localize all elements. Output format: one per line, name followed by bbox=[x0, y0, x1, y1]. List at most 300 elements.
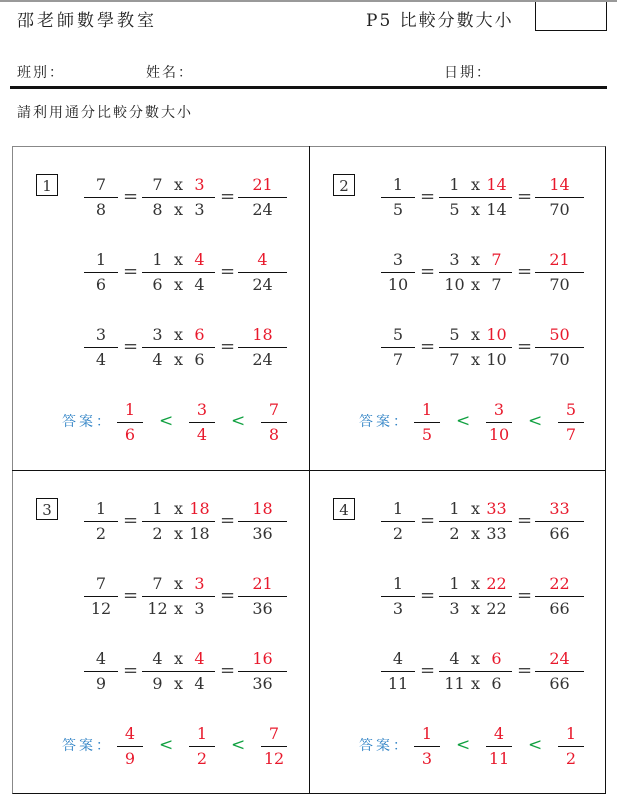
equals-sign: = bbox=[517, 660, 533, 681]
original-fraction bbox=[84, 648, 118, 695]
multiplier: 3 bbox=[194, 574, 205, 593]
numerator: 1 bbox=[196, 724, 208, 743]
denominator: 6 bbox=[152, 275, 163, 294]
denominator: 4 bbox=[152, 350, 163, 369]
denominator-product bbox=[439, 274, 512, 296]
result-denominator: 36 bbox=[252, 524, 273, 543]
times-sign: x bbox=[173, 200, 184, 219]
times-sign: x bbox=[173, 599, 184, 618]
multiplier: 3 bbox=[194, 200, 205, 219]
equals-sign: = bbox=[517, 261, 533, 282]
multiplier: 3 bbox=[194, 599, 205, 618]
fraction-bar bbox=[142, 197, 215, 198]
denominator: 9 bbox=[124, 749, 136, 768]
denominator-product bbox=[439, 199, 512, 221]
denominator-product bbox=[142, 673, 215, 695]
header-divider bbox=[10, 86, 607, 89]
equals-sign: = bbox=[220, 585, 236, 606]
fraction-bar bbox=[238, 197, 287, 198]
numerator: 4 bbox=[152, 649, 163, 668]
multiplier: 6 bbox=[491, 674, 502, 693]
fraction-bar bbox=[558, 746, 584, 747]
denominator: 10 bbox=[488, 425, 510, 444]
problem-2 bbox=[309, 146, 606, 470]
result-fraction bbox=[535, 648, 584, 695]
fraction-bar bbox=[558, 422, 584, 423]
multiplier: 4 bbox=[194, 250, 205, 269]
numerator-product bbox=[439, 573, 512, 595]
result-fraction bbox=[238, 498, 287, 545]
times-sign: x bbox=[470, 325, 481, 344]
fraction bbox=[189, 399, 215, 446]
result-fraction bbox=[535, 324, 584, 371]
times-sign: x bbox=[470, 649, 481, 668]
result-fraction bbox=[238, 324, 287, 371]
fraction-bar bbox=[84, 197, 118, 198]
fraction-bar bbox=[535, 272, 584, 273]
multiplication-fraction bbox=[439, 648, 512, 695]
times-sign: x bbox=[173, 524, 184, 543]
fraction-bar bbox=[84, 347, 118, 348]
numerator: 3 bbox=[196, 400, 208, 419]
denominator: 3 bbox=[421, 749, 433, 768]
times-sign: x bbox=[173, 674, 184, 693]
fraction-bar bbox=[261, 746, 287, 747]
numerator: 1 bbox=[392, 499, 404, 518]
equals-sign: = bbox=[220, 510, 236, 531]
fraction-bar bbox=[238, 272, 287, 273]
problem-1 bbox=[12, 146, 309, 470]
multiplication-fraction bbox=[439, 498, 512, 545]
numerator-product bbox=[142, 573, 215, 595]
conversion-row bbox=[12, 249, 309, 293]
denominator: 12 bbox=[263, 749, 285, 768]
numerator-product bbox=[439, 648, 512, 670]
fraction-bar bbox=[142, 596, 215, 597]
multiplier: 6 bbox=[194, 325, 205, 344]
denominator: 2 bbox=[449, 524, 460, 543]
multiplier: 18 bbox=[189, 499, 210, 518]
numerator: 3 bbox=[493, 400, 505, 419]
numerator-product bbox=[142, 324, 215, 346]
denominator: 8 bbox=[152, 200, 163, 219]
fraction-bar bbox=[439, 347, 512, 348]
times-sign: x bbox=[470, 574, 481, 593]
equals-sign: = bbox=[220, 336, 236, 357]
denominator: 4 bbox=[95, 350, 107, 369]
multiplier: 10 bbox=[486, 325, 507, 344]
fraction-bar bbox=[439, 596, 512, 597]
conversion-row bbox=[309, 174, 606, 218]
numerator: 1 bbox=[449, 499, 460, 518]
fraction-bar bbox=[261, 422, 287, 423]
multiplier: 4 bbox=[194, 649, 205, 668]
question-number: 1 bbox=[36, 174, 58, 196]
original-fraction bbox=[381, 573, 415, 620]
multiplication-fraction bbox=[439, 573, 512, 620]
result-fraction bbox=[535, 498, 584, 545]
fraction-bar bbox=[84, 671, 118, 672]
denominator: 3 bbox=[449, 599, 460, 618]
equals-sign: = bbox=[517, 186, 533, 207]
numerator: 4 bbox=[124, 724, 136, 743]
numerator: 1 bbox=[392, 574, 404, 593]
fraction-bar bbox=[142, 347, 215, 348]
result-numerator: 18 bbox=[252, 325, 273, 344]
times-sign: x bbox=[470, 599, 481, 618]
numerator: 1 bbox=[392, 175, 404, 194]
denominator: 3 bbox=[392, 599, 404, 618]
denominator: 2 bbox=[392, 524, 404, 543]
original-fraction bbox=[84, 324, 118, 371]
name-label: 姓名： bbox=[146, 65, 194, 81]
question-number: 3 bbox=[36, 498, 58, 520]
question-number: 2 bbox=[333, 174, 355, 196]
fraction bbox=[261, 399, 287, 446]
denominator: 11 bbox=[387, 674, 409, 693]
original-fraction bbox=[381, 249, 415, 296]
multiplier: 7 bbox=[491, 250, 502, 269]
fraction-bar bbox=[535, 671, 584, 672]
result-fraction bbox=[238, 174, 287, 221]
result-fraction bbox=[535, 174, 584, 221]
times-sign: x bbox=[173, 275, 184, 294]
times-sign: x bbox=[173, 250, 184, 269]
denominator: 7 bbox=[392, 350, 404, 369]
result-numerator: 18 bbox=[252, 499, 273, 518]
less-than-sign: < bbox=[528, 411, 543, 431]
equals-sign: = bbox=[517, 510, 533, 531]
numerator: 1 bbox=[421, 724, 433, 743]
times-sign: x bbox=[173, 175, 184, 194]
equals-sign: = bbox=[420, 585, 436, 606]
denominator: 6 bbox=[124, 425, 136, 444]
equals-sign: = bbox=[123, 186, 139, 207]
fraction bbox=[558, 399, 584, 446]
denominator: 2 bbox=[95, 524, 107, 543]
less-than-sign: < bbox=[528, 735, 543, 755]
numerator: 7 bbox=[268, 724, 280, 743]
numerator-product bbox=[142, 498, 215, 520]
answer-label: 答案： bbox=[62, 738, 113, 754]
times-sign: x bbox=[470, 350, 481, 369]
less-than-sign: < bbox=[231, 735, 246, 755]
denominator: 5 bbox=[392, 200, 404, 219]
equals-sign: = bbox=[123, 660, 139, 681]
numerator: 1 bbox=[95, 499, 107, 518]
denominator-product bbox=[439, 598, 512, 620]
equals-sign: = bbox=[220, 660, 236, 681]
answer-row bbox=[12, 399, 309, 443]
fraction-bar bbox=[189, 746, 215, 747]
worksheet-title: P5 比較分數大小 bbox=[366, 11, 514, 31]
result-fraction bbox=[238, 573, 287, 620]
equals-sign: = bbox=[420, 261, 436, 282]
denominator: 10 bbox=[387, 275, 409, 294]
original-fraction bbox=[84, 249, 118, 296]
denominator-product bbox=[142, 349, 215, 371]
original-fraction bbox=[381, 498, 415, 545]
times-sign: x bbox=[173, 574, 184, 593]
denominator: 9 bbox=[95, 674, 107, 693]
fraction bbox=[117, 399, 143, 446]
conversion-row bbox=[12, 174, 309, 218]
fraction-bar bbox=[439, 521, 512, 522]
multiplication-fraction bbox=[439, 174, 512, 221]
denominator-product bbox=[142, 523, 215, 545]
fraction bbox=[414, 399, 440, 446]
numerator: 1 bbox=[565, 724, 577, 743]
denominator: 10 bbox=[444, 275, 465, 294]
fraction-bar bbox=[439, 197, 512, 198]
numerator-product bbox=[439, 324, 512, 346]
denominator: 2 bbox=[196, 749, 208, 768]
denominator: 9 bbox=[152, 674, 163, 693]
numerator: 1 bbox=[449, 574, 460, 593]
times-sign: x bbox=[470, 499, 481, 518]
result-denominator: 36 bbox=[252, 599, 273, 618]
problem-3 bbox=[12, 470, 309, 794]
multiplier: 3 bbox=[194, 175, 205, 194]
numerator: 1 bbox=[152, 250, 163, 269]
denominator: 7 bbox=[565, 425, 577, 444]
numerator-product bbox=[142, 174, 215, 196]
multiplication-fraction bbox=[439, 249, 512, 296]
multiplication-fraction bbox=[142, 498, 215, 545]
less-than-sign: < bbox=[159, 735, 174, 755]
school-name: 邵老師數學教室 bbox=[17, 11, 157, 31]
multiplier: 22 bbox=[486, 574, 507, 593]
multiplication-fraction bbox=[142, 174, 215, 221]
fraction-bar bbox=[84, 596, 118, 597]
result-denominator: 66 bbox=[549, 599, 570, 618]
class-label: 班別： bbox=[17, 65, 65, 81]
denominator: 11 bbox=[488, 749, 510, 768]
fraction-bar bbox=[238, 596, 287, 597]
equals-sign: = bbox=[517, 336, 533, 357]
numerator-product bbox=[142, 249, 215, 271]
answer-row bbox=[12, 723, 309, 767]
denominator-product bbox=[142, 274, 215, 296]
numerator-product bbox=[142, 648, 215, 670]
problem-4 bbox=[309, 470, 606, 794]
numerator: 4 bbox=[95, 649, 107, 668]
multiplication-fraction bbox=[142, 648, 215, 695]
result-fraction bbox=[238, 648, 287, 695]
times-sign: x bbox=[470, 250, 481, 269]
denominator-product bbox=[439, 349, 512, 371]
less-than-sign: < bbox=[159, 411, 174, 431]
result-numerator: 33 bbox=[549, 499, 570, 518]
denominator: 4 bbox=[196, 425, 208, 444]
times-sign: x bbox=[173, 499, 184, 518]
times-sign: x bbox=[470, 524, 481, 543]
result-fraction bbox=[535, 573, 584, 620]
times-sign: x bbox=[173, 350, 184, 369]
numerator: 1 bbox=[421, 400, 433, 419]
original-fraction bbox=[381, 648, 415, 695]
multiplier: 6 bbox=[194, 350, 205, 369]
fraction bbox=[189, 723, 215, 770]
numerator: 1 bbox=[124, 400, 136, 419]
fraction-bar bbox=[381, 596, 415, 597]
conversion-row bbox=[12, 498, 309, 542]
result-numerator: 21 bbox=[549, 250, 570, 269]
fraction-bar bbox=[486, 746, 512, 747]
fraction-bar bbox=[238, 347, 287, 348]
result-fraction bbox=[535, 249, 584, 296]
fraction-bar bbox=[189, 422, 215, 423]
less-than-sign: < bbox=[231, 411, 246, 431]
numerator: 1 bbox=[449, 175, 460, 194]
equals-sign: = bbox=[220, 261, 236, 282]
fraction-bar bbox=[486, 422, 512, 423]
result-denominator: 70 bbox=[549, 275, 570, 294]
fraction-bar bbox=[142, 671, 215, 672]
multiplication-fraction bbox=[142, 573, 215, 620]
multiplier: 14 bbox=[486, 200, 507, 219]
original-fraction bbox=[84, 498, 118, 545]
numerator: 7 bbox=[95, 175, 107, 194]
fraction-bar bbox=[535, 347, 584, 348]
denominator-product bbox=[142, 199, 215, 221]
fraction-bar bbox=[142, 521, 215, 522]
multiplier: 10 bbox=[486, 350, 507, 369]
fraction-bar bbox=[84, 521, 118, 522]
date-label: 日期： bbox=[444, 65, 492, 81]
times-sign: x bbox=[470, 275, 481, 294]
top-edge-line bbox=[0, 0, 617, 2]
denominator-product bbox=[142, 598, 215, 620]
fraction bbox=[117, 723, 143, 770]
denominator: 12 bbox=[147, 599, 168, 618]
numerator: 5 bbox=[449, 325, 460, 344]
denominator: 6 bbox=[95, 275, 107, 294]
fraction-bar bbox=[142, 272, 215, 273]
result-denominator: 24 bbox=[252, 275, 273, 294]
result-numerator: 50 bbox=[549, 325, 570, 344]
result-numerator: 16 bbox=[252, 649, 273, 668]
result-fraction bbox=[238, 249, 287, 296]
denominator: 2 bbox=[152, 524, 163, 543]
fraction bbox=[486, 723, 512, 770]
conversion-row bbox=[309, 573, 606, 617]
equals-sign: = bbox=[220, 186, 236, 207]
times-sign: x bbox=[470, 175, 481, 194]
original-fraction bbox=[84, 573, 118, 620]
multiplier: 14 bbox=[486, 175, 507, 194]
denominator: 2 bbox=[565, 749, 577, 768]
conversion-row bbox=[309, 249, 606, 293]
result-denominator: 24 bbox=[252, 200, 273, 219]
multiplication-fraction bbox=[439, 324, 512, 371]
original-fraction bbox=[84, 174, 118, 221]
multiplier: 22 bbox=[486, 599, 507, 618]
original-fraction bbox=[381, 174, 415, 221]
numerator: 7 bbox=[152, 574, 163, 593]
multiplier: 33 bbox=[486, 524, 507, 543]
numerator-product bbox=[439, 498, 512, 520]
result-denominator: 70 bbox=[549, 350, 570, 369]
result-denominator: 36 bbox=[252, 674, 273, 693]
denominator-product bbox=[439, 523, 512, 545]
result-numerator: 22 bbox=[549, 574, 570, 593]
result-denominator: 70 bbox=[549, 200, 570, 219]
multiplier: 4 bbox=[194, 275, 205, 294]
denominator: 8 bbox=[268, 425, 280, 444]
original-fraction bbox=[381, 324, 415, 371]
fraction-bar bbox=[535, 197, 584, 198]
conversion-row bbox=[12, 324, 309, 368]
fraction bbox=[261, 723, 287, 770]
equals-sign: = bbox=[420, 660, 436, 681]
fraction bbox=[558, 723, 584, 770]
numerator: 4 bbox=[449, 649, 460, 668]
denominator: 12 bbox=[90, 599, 112, 618]
fraction-bar bbox=[238, 671, 287, 672]
times-sign: x bbox=[173, 649, 184, 668]
conversion-row bbox=[12, 573, 309, 617]
fraction-bar bbox=[117, 746, 143, 747]
numerator: 7 bbox=[95, 574, 107, 593]
numerator: 4 bbox=[392, 649, 404, 668]
numerator: 7 bbox=[152, 175, 163, 194]
answer-row bbox=[309, 399, 606, 443]
fraction-bar bbox=[381, 347, 415, 348]
numerator: 3 bbox=[392, 250, 404, 269]
result-numerator: 4 bbox=[257, 250, 268, 269]
fraction-bar bbox=[381, 671, 415, 672]
numerator: 1 bbox=[95, 250, 107, 269]
fraction bbox=[486, 399, 512, 446]
score-box bbox=[535, 2, 607, 31]
conversion-row bbox=[12, 648, 309, 692]
instruction-text: 請利用通分比較分數大小 bbox=[17, 105, 193, 121]
denominator: 11 bbox=[444, 674, 465, 693]
result-denominator: 66 bbox=[549, 524, 570, 543]
result-numerator: 24 bbox=[549, 649, 570, 668]
answer-label: 答案： bbox=[359, 738, 410, 754]
fraction bbox=[414, 723, 440, 770]
result-denominator: 66 bbox=[549, 674, 570, 693]
multiplier: 7 bbox=[491, 275, 502, 294]
numerator: 3 bbox=[449, 250, 460, 269]
numerator: 5 bbox=[565, 400, 577, 419]
equals-sign: = bbox=[420, 186, 436, 207]
times-sign: x bbox=[173, 325, 184, 344]
denominator: 5 bbox=[449, 200, 460, 219]
numerator: 7 bbox=[268, 400, 280, 419]
equals-sign: = bbox=[517, 585, 533, 606]
fraction-bar bbox=[414, 422, 440, 423]
multiplication-fraction bbox=[142, 324, 215, 371]
multiplier: 33 bbox=[486, 499, 507, 518]
multiplication-fraction bbox=[142, 249, 215, 296]
denominator: 8 bbox=[95, 200, 107, 219]
denominator-product bbox=[439, 673, 512, 695]
multiplier: 4 bbox=[194, 674, 205, 693]
less-than-sign: < bbox=[456, 411, 471, 431]
equals-sign: = bbox=[420, 336, 436, 357]
result-numerator: 21 bbox=[252, 175, 273, 194]
fraction-bar bbox=[439, 272, 512, 273]
times-sign: x bbox=[470, 674, 481, 693]
numerator: 3 bbox=[152, 325, 163, 344]
denominator: 5 bbox=[421, 425, 433, 444]
question-number: 4 bbox=[333, 498, 355, 520]
equals-sign: = bbox=[123, 510, 139, 531]
multiplier: 6 bbox=[491, 649, 502, 668]
